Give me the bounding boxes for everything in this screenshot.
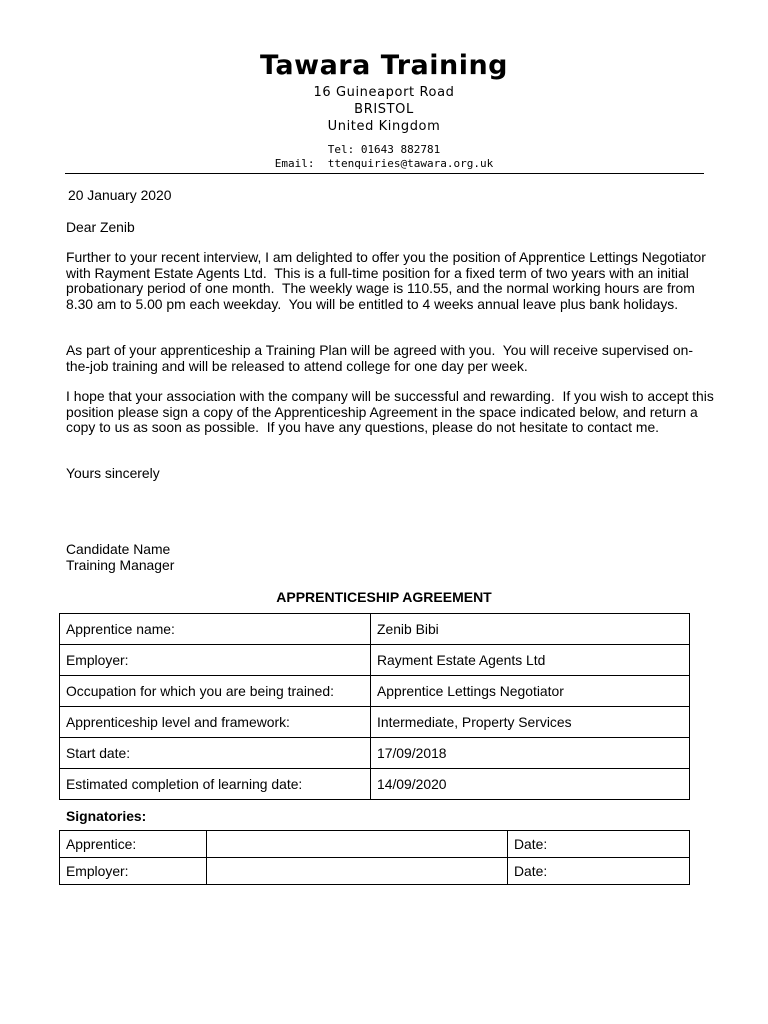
- row-label: Employer:: [60, 645, 371, 676]
- paragraph-training: As part of your apprenticeship a Training Plan will be agreed with you. You will receive supervised on-the-job training and will be released to attend college for one day per week.: [66, 342, 693, 374]
- row-value: Rayment Estate Agents Ltd: [371, 645, 690, 676]
- telephone: Tel: 01643 882781: [327, 143, 441, 156]
- signatory-label: Apprentice:: [60, 831, 207, 858]
- date-field[interactable]: Date:: [508, 831, 690, 858]
- row-value: Zenib Bibi: [371, 614, 690, 645]
- row-value: 17/09/2018: [371, 738, 690, 769]
- signatories-table: [59, 830, 690, 885]
- signature-name: Candidate Name: [66, 541, 171, 557]
- signatory-label: Employer:: [60, 858, 207, 885]
- table-row: [60, 769, 690, 800]
- paragraph-offer: Further to your recent interview, I am delighted to offer you the position of Apprentice Lettings Negotiator with Rayment Estate Agents Ltd. This is a full-time position for a fixed term of two years with an initial probationary period of one month. The weekly wage is 110.55, and the normal working hours are from 8.30 am to 5.00 pm each weekday. You will be entitled to 4 weeks annual leave plus bank holidays.: [66, 249, 710, 312]
- table-row: [60, 707, 690, 738]
- address-line-city: BRISTOL: [354, 102, 414, 117]
- closing: Yours sincerely: [66, 465, 160, 481]
- row-label: Occupation for which you are being trained:: [60, 676, 371, 707]
- salutation: Dear Zenib: [66, 219, 135, 235]
- address-line-street: 16 Guineaport Road: [313, 85, 455, 100]
- paragraph-acceptance: I hope that your association with the company will be successful and rewarding. If you wish to accept this position please sign a copy of the Apprenticeship Agreement in the space indicated below, and return a copy to us as soon as possible. If you have any questions, please do not hesitate to contact me.: [66, 388, 718, 435]
- row-label: Apprenticeship level and framework:: [60, 707, 371, 738]
- row-label: Apprentice name:: [60, 614, 371, 645]
- row-value: Apprentice Lettings Negotiator: [371, 676, 690, 707]
- table-row: [60, 614, 690, 645]
- signatories-heading: Signatories:: [66, 808, 147, 824]
- row-value: 14/09/2020: [371, 769, 690, 800]
- employer-signature-field[interactable]: [207, 858, 508, 885]
- header-divider: [65, 173, 704, 174]
- agreement-table: [59, 613, 690, 800]
- email: Email: ttenquiries@tawara.org.uk: [274, 157, 494, 170]
- signature-title: Training Manager: [66, 557, 175, 573]
- table-row: [60, 831, 690, 858]
- table-row: [60, 858, 690, 885]
- agreement-heading: APPRENTICESHIP AGREEMENT: [276, 589, 492, 605]
- address-line-country: United Kingdom: [327, 119, 441, 134]
- apprentice-signature-field[interactable]: [207, 831, 508, 858]
- table-row: [60, 645, 690, 676]
- letter-date: 20 January 2020: [68, 187, 172, 203]
- table-row: [60, 738, 690, 769]
- row-value: Intermediate, Property Services: [371, 707, 690, 738]
- row-label: Start date:: [60, 738, 371, 769]
- date-field[interactable]: Date:: [508, 858, 690, 885]
- table-row: [60, 676, 690, 707]
- row-label: Estimated completion of learning date:: [60, 769, 371, 800]
- company-name: Tawara Training: [259, 50, 509, 81]
